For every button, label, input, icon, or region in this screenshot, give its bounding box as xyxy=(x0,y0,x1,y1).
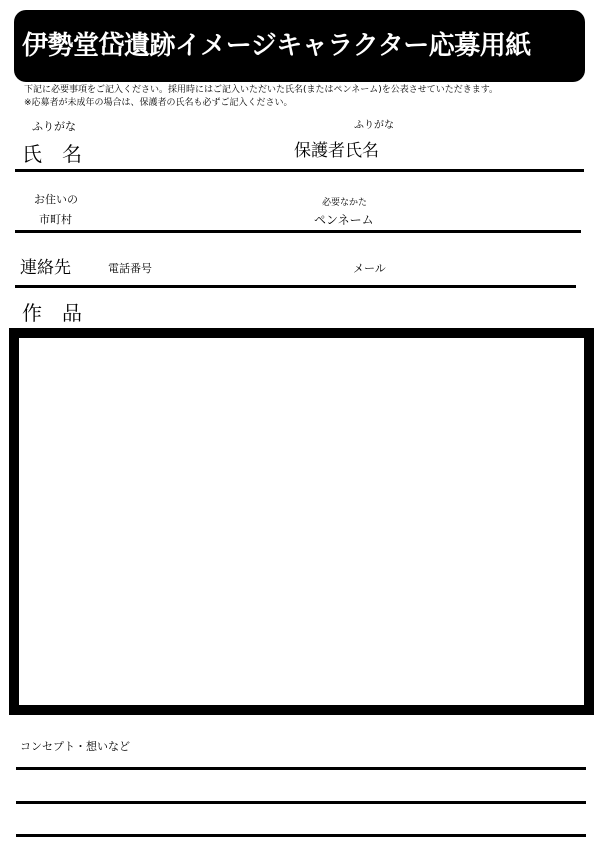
contact-underline xyxy=(15,285,576,288)
instruction-note-1: 下記に必要事項をご記入ください。採用時にはご記入いただいた氏名(またはペンネーム)を公表させていただきます。 xyxy=(24,85,499,95)
penname-label: ペンネーム xyxy=(314,213,374,227)
instruction-note-2: ※応募者が未成年の場合は、保護者の氏名も必ずご記入ください。 xyxy=(24,98,293,108)
concept-label: コンセプト・想いなど xyxy=(20,740,130,753)
city-input-area[interactable] xyxy=(100,195,300,227)
penname-hint: 必要なかた xyxy=(322,198,368,208)
city-label-line1: お住いの xyxy=(34,193,78,206)
name-underline xyxy=(15,169,584,172)
name-label: 氏 名 xyxy=(22,142,82,166)
artwork-drawing-box[interactable] xyxy=(9,328,594,715)
guardian-name-label: 保護者氏名 xyxy=(294,141,379,161)
guardian-name-input-area[interactable] xyxy=(410,130,580,164)
phone-label: 電話番号 xyxy=(108,262,152,275)
mail-input-area[interactable] xyxy=(400,255,575,283)
name-furigana-label: ふりがな xyxy=(32,120,76,133)
name-input-area[interactable] xyxy=(130,130,270,164)
form-title: 伊勢堂岱遺跡イメージキャラクター応募用紙 xyxy=(22,31,531,61)
city-label-line2: 市町村 xyxy=(39,213,72,226)
city-underline xyxy=(15,230,581,233)
penname-input-area[interactable] xyxy=(390,195,580,227)
concept-line-3 xyxy=(16,834,586,837)
contact-label: 連絡先 xyxy=(20,258,71,278)
concept-input-area[interactable] xyxy=(16,770,586,832)
guardian-furigana-label: ふりがな xyxy=(354,120,394,131)
artwork-label: 作 品 xyxy=(22,301,82,325)
mail-label: メール xyxy=(353,262,386,275)
phone-input-area[interactable] xyxy=(165,255,345,283)
